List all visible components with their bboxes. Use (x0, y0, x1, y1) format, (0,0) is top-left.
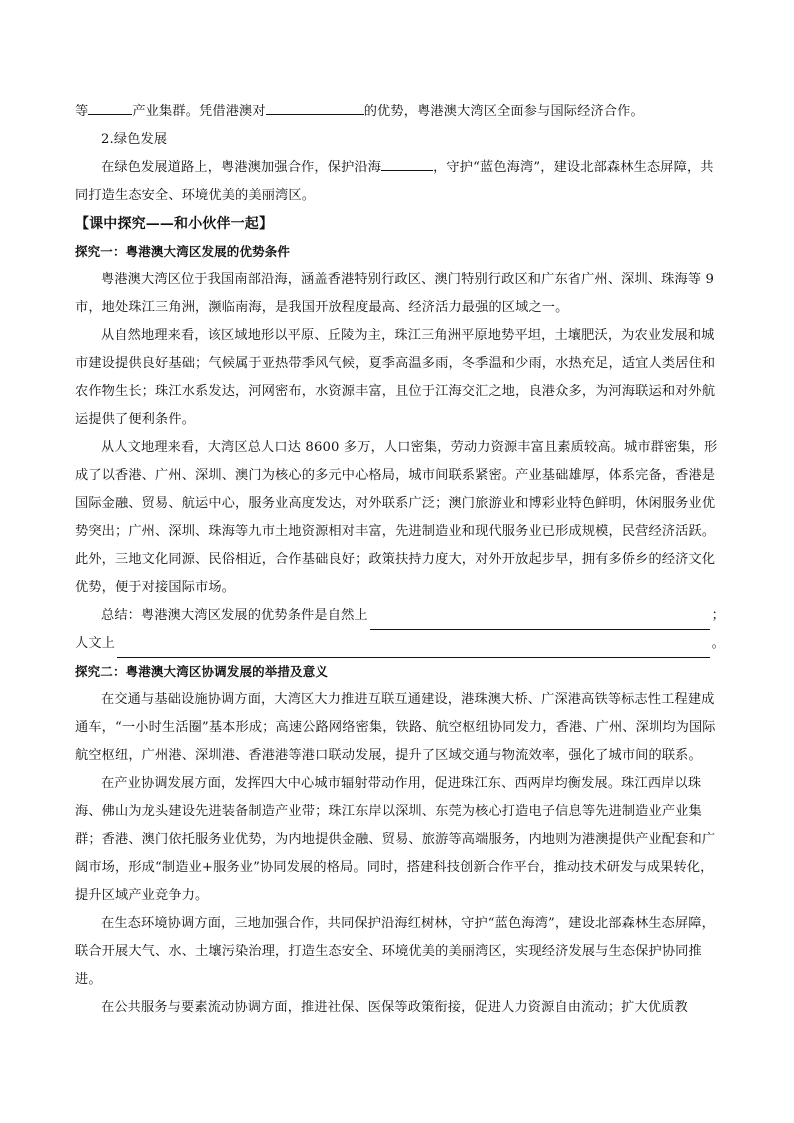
fill-blank[interactable] (381, 156, 433, 171)
text-segment: 的优势，粤港澳大湾区全面参与国际经济合作。 (363, 104, 644, 119)
subsection-heading-green: 2.绿色发展 (101, 132, 168, 147)
fill-blank[interactable] (266, 100, 364, 115)
summary-line-natural (75, 602, 725, 630)
text-segment: ，守护“蓝色海湾”，建设北部森林生态屏障，共同打造生态安全、环境优美的美丽湾区。 (75, 160, 714, 203)
fill-blank[interactable] (88, 100, 132, 115)
green-paragraph (75, 154, 725, 210)
summary-label: 总结：粤港澳大湾区发展的优势条件是自然上 (101, 608, 368, 623)
explore2-paragraph-1: 在交通与基础设施协调方面，大湾区大力推进互联互通建设，港珠澳大桥、广深港高铁等标志性工程建成通车，“一小时生活圈”基本形成；高速公路网络密集，铁路、航空枢纽协同发力，香港、广州、深圳均为国际航空枢纽，广州港、深圳港、香港港等港口联动发展，提升了区域交通与物流效率，强化了城市间的联系。 (75, 692, 716, 763)
summary-line-human (75, 630, 725, 658)
answer-blank-human[interactable] (117, 641, 710, 658)
document-content (75, 98, 725, 1022)
explore2-paragraph-2: 在产业协调发展方面，发挥四大中心城市辐射带动作用，促进珠江东、西两岸均衡发展。珠江西岸以珠海、佛山为龙头建设先进装备制造产业带；珠江东岸以深圳、东莞为核心打造电子信息等先进制造业产业集群；香港、澳门依托服务业优势，为内地提供金融、贸易、旅游等高端服务，内地则为港澳提供产业配套和广阔市场，形成“制造业+服务业”协同发展的格局。同时，搭建科技创新合作平台，推动技术研发与成果转化，提升区域产业竞争力。 (75, 776, 716, 903)
explore2-paragraph-4: 在公共服务与要素流动协调方面，推进社保、医保等政策衔接，促进人力资源自由流动；扩大优质教 (101, 1000, 688, 1015)
summary-punct: 。 (711, 636, 725, 651)
explore2-heading: 探究二：粤港澳大湾区协调发展的举措及意义 (75, 664, 329, 679)
explore1-paragraph-3: 从人文地理来看，大湾区总人口达 8600 多万，人口密集，劳动力资源丰富且素质较高。城市群密集，形成了以香港、广州、深圳、澳门为核心的多元中心格局，城市间联系紧密。产业基础雄厚，体系完备，香港是国际金融、贸易、航运中心，服务业高度发达，对外联系广泛；澳门旅游业和博彩业特色鲜明，休闲服务业优势突出；广州、深圳、珠海等九市土地资源相对丰富，先进制造业和现代服务业已形成规模，民营经济活跃。此外，三地文化同源、民俗相近，合作基础良好；政策扶持力度大，对外开放起步早，拥有多侨乡的经济文化优势，便于对接国际市场。 (75, 440, 718, 595)
explore2-paragraph-3: 在生态环境协调方面，三地加强合作，共同保护沿海红树林，守护“蓝色海湾”，建设北部森林生态屏障，联合开展大气、水、土壤污染治理，打造生态安全、环境优美的美丽湾区，实现经济发展与生态保护协同推进。 (75, 916, 715, 987)
continued-paragraph (75, 98, 725, 126)
answer-blank-natural[interactable] (370, 613, 710, 630)
text-segment: 等 (75, 104, 89, 119)
explore1-paragraph-2: 从自然地理来看，该区域地形以平原、丘陵为主，珠江三角洲平原地势平坦，土壤肥沃，为农业发展和城市建设提供良好基础；气候属于亚热带季风气候，夏季高温多雨，冬季温和少雨，水热充足，适宜人类居住和农作物生长；珠江水系发达，河网密布，水资源丰富，且位于江海交汇之地，良港众多，为河海联运和对外航运提供了便利条件。 (75, 328, 716, 427)
explore1-heading: 探究一：粤港澳大湾区发展的优势条件 (75, 244, 291, 259)
text-segment: 在绿色发展道路上，粤港澳加强合作，保护沿海 (101, 160, 382, 175)
section-heading: 【课中探究——和小伙伴一起】 (75, 216, 274, 232)
summary-label: 人文上 (75, 636, 116, 651)
text-segment: 产业集群。凭借港澳对 (132, 104, 266, 119)
summary-punct: ； (711, 608, 725, 623)
explore1-paragraph-1: 粤港澳大湾区位于我国南部沿海，涵盖香港特别行政区、澳门特别行政区和广东省广州、深圳、珠海等 9 市，地处珠江三角洲，濒临南海，是我国开放程度最高、经济活力最强的区域之一。 (75, 272, 715, 315)
